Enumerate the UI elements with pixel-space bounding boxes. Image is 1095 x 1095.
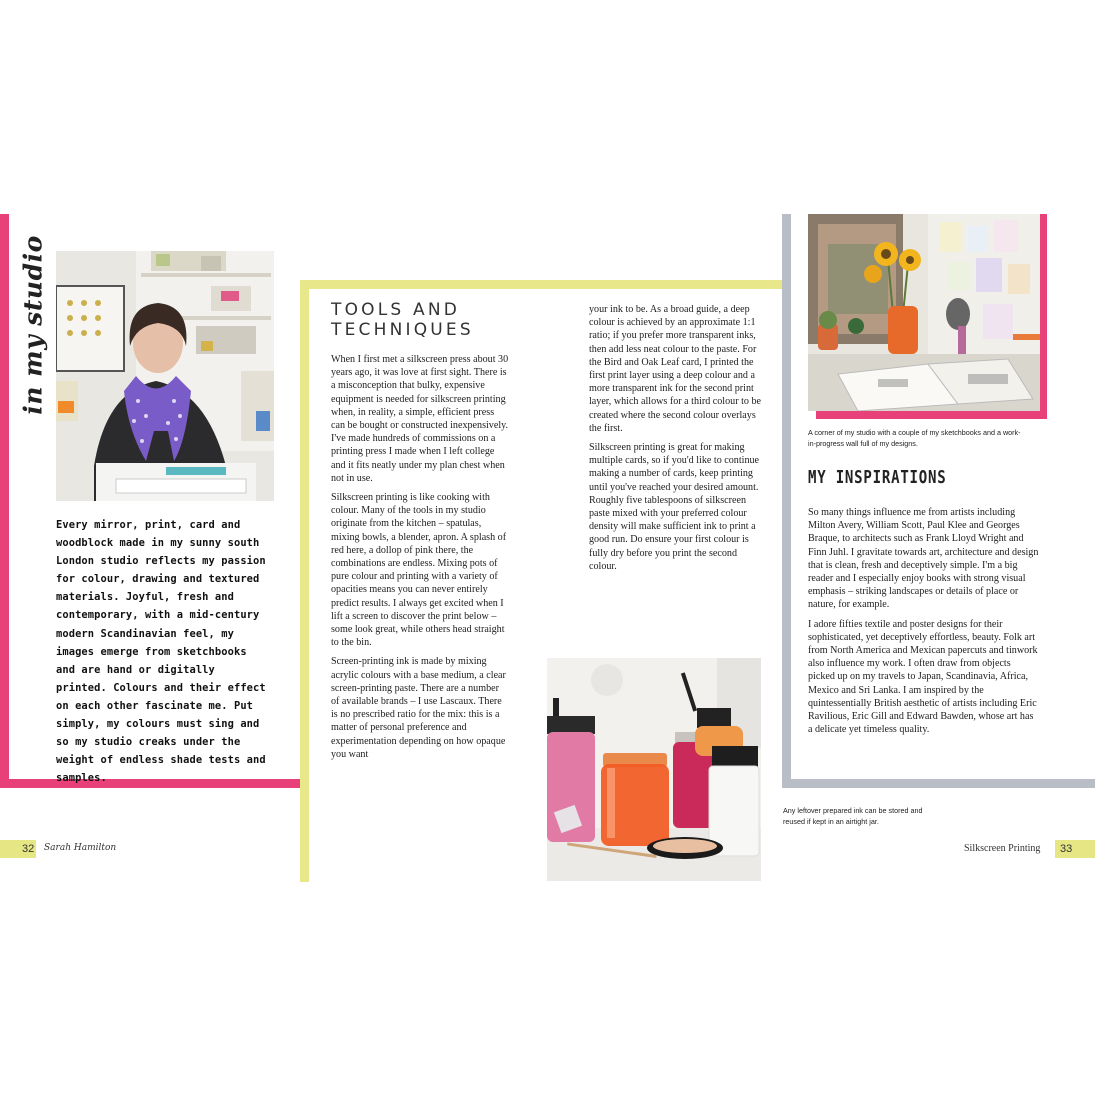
- tools-column-a: [331, 353, 509, 767]
- tools-paragraph: Screen-printing ink is made by mixing acrylic colours with a base medium, a clear screen-printing paste. There are a number of available brands – I use Lascaux. There is no prescribed ratio for the mix: this is a matter of personal preference and experimentation depending on how opaque you want: [331, 656, 506, 760]
- inspirations-paragraph: So many things influence me from artists including Milton Avery, William Scott, Paul Klee and Georges Braque, to architects such as Frank Lloyd Wright and Finn Juhl. I gravitate towards art, architecture and design that is clean, fresh and deceptively simple. I'm a big reader and I especially enjoy books with strong visual emphasis – striking landscapes or details of place or nature, for example.: [808, 507, 1039, 611]
- photo-frame-right-bar: [1040, 214, 1047, 419]
- side-title-text: in my studio: [18, 235, 48, 415]
- tools-paragraph: your ink to be. As a broad guide, a deep colour is achieved by an approximate 1:1 ratio; if you prefer more transparent inks, then add less neat colour to the paste. For the Bird and Oak Leaf card, I printed the first print layer using a deep colour and a more transparent ink for the second print layer, which allows for a third colour to be created where the second colour overlays the first.: [589, 304, 761, 434]
- right-frame-vertical-bar: [782, 214, 791, 788]
- left-page-number: 32: [22, 843, 35, 855]
- right-page-number: 33: [1060, 843, 1073, 855]
- tools-heading: [331, 300, 561, 340]
- center-frame-left-bar: [300, 280, 309, 882]
- studio-corner-caption: A corner of my studio with a couple of my sketchbooks and a work-in-progress wall full of my designs.: [808, 428, 1021, 448]
- inspirations-column: [808, 506, 1040, 742]
- tools-heading-line-1: TOOLS AND: [331, 300, 461, 320]
- tools-paragraph: When I first met a silkscreen press about 30 years ago, it was love at first sight. There is a misconception that bulky, expensive equipment is needed for silkscreen printing when, in reality, a simple, efficient press can be bought or constructed inexpensively. I've made hundreds of commissions on a printing press I made when I left college and it fits neatly under my plan chest when not in use.: [331, 354, 509, 484]
- tools-heading-line-2: TECHNIQUES: [331, 320, 474, 340]
- photo-frame-bottom-bar: [816, 411, 1047, 419]
- tools-column-b: [589, 303, 765, 579]
- right-running-head: Silkscreen Printing: [964, 843, 1041, 854]
- inspirations-heading: MY INSPIRATIONS: [808, 467, 947, 488]
- ink-jars-photo: [547, 658, 761, 881]
- right-frame-bottom-bar: [782, 779, 1095, 788]
- ink-jars-caption: Any leftover prepared ink can be stored and reused if kept in an airtight jar.: [783, 806, 923, 826]
- studio-corner-photo: [808, 214, 1040, 411]
- inspirations-paragraph: I adore fifties textile and poster designs for their sophisticated, yet deceptively effortless, beauty. Folk art from North America and Mexican papercuts and tinwork also influence my work. I often draw from objects picked up on my travels to Japan, Scandinavia, Africa, Mexico and Sri Lanka. I am inspired by the quintessentially British aesthetic of artists including Eric Ravilious, Eric Gill and Edward Bawden, whose art has a delicate yet timeless quality.: [808, 618, 1038, 736]
- center-frame-top-bar: [300, 280, 783, 289]
- artist-portrait-photo: [56, 251, 274, 501]
- left-running-head: Sarah Hamilton: [44, 843, 117, 853]
- tools-paragraph: Silkscreen printing is like cooking with colour. Many of the tools in my studio originate from the kitchen – spatulas, mixing bowls, a blender, apron. A splash of red here, a dollop of pink there, the combinations are endless. Mixing pots of pure colour and printing with a variety of opacities means you can never entirely predict results. I always get excited when I lift a screen to discover the print below – some look great, while others head straight to the bin.: [331, 492, 507, 649]
- side-title: [8, 235, 58, 415]
- intro-paragraph: Every mirror, print, card and woodblock made in my sunny south London studio reflects my passion for colour, drawing and textured materials. Joyful, fresh and contemporary, with a mid-century modern Scandinavian feel, my images emerge from sketchbooks and are hand or digitally printed. Colours and their effect on each other fascinate me. Put simply, my colours must sing and so my studio creaks under the weight of endless shade tests and samples.: [56, 519, 266, 785]
- tools-paragraph: Silkscreen printing is great for making multiple cards, so if you'd like to continue making a number of cards, keep printing until you've reached your desired amount. Roughly five tablespoons of silkscreen paste mixed with your preferred colour density will make sufficient ink to print a good run. Do ensure your first colour is fully dry before you print the second colour.: [589, 442, 760, 572]
